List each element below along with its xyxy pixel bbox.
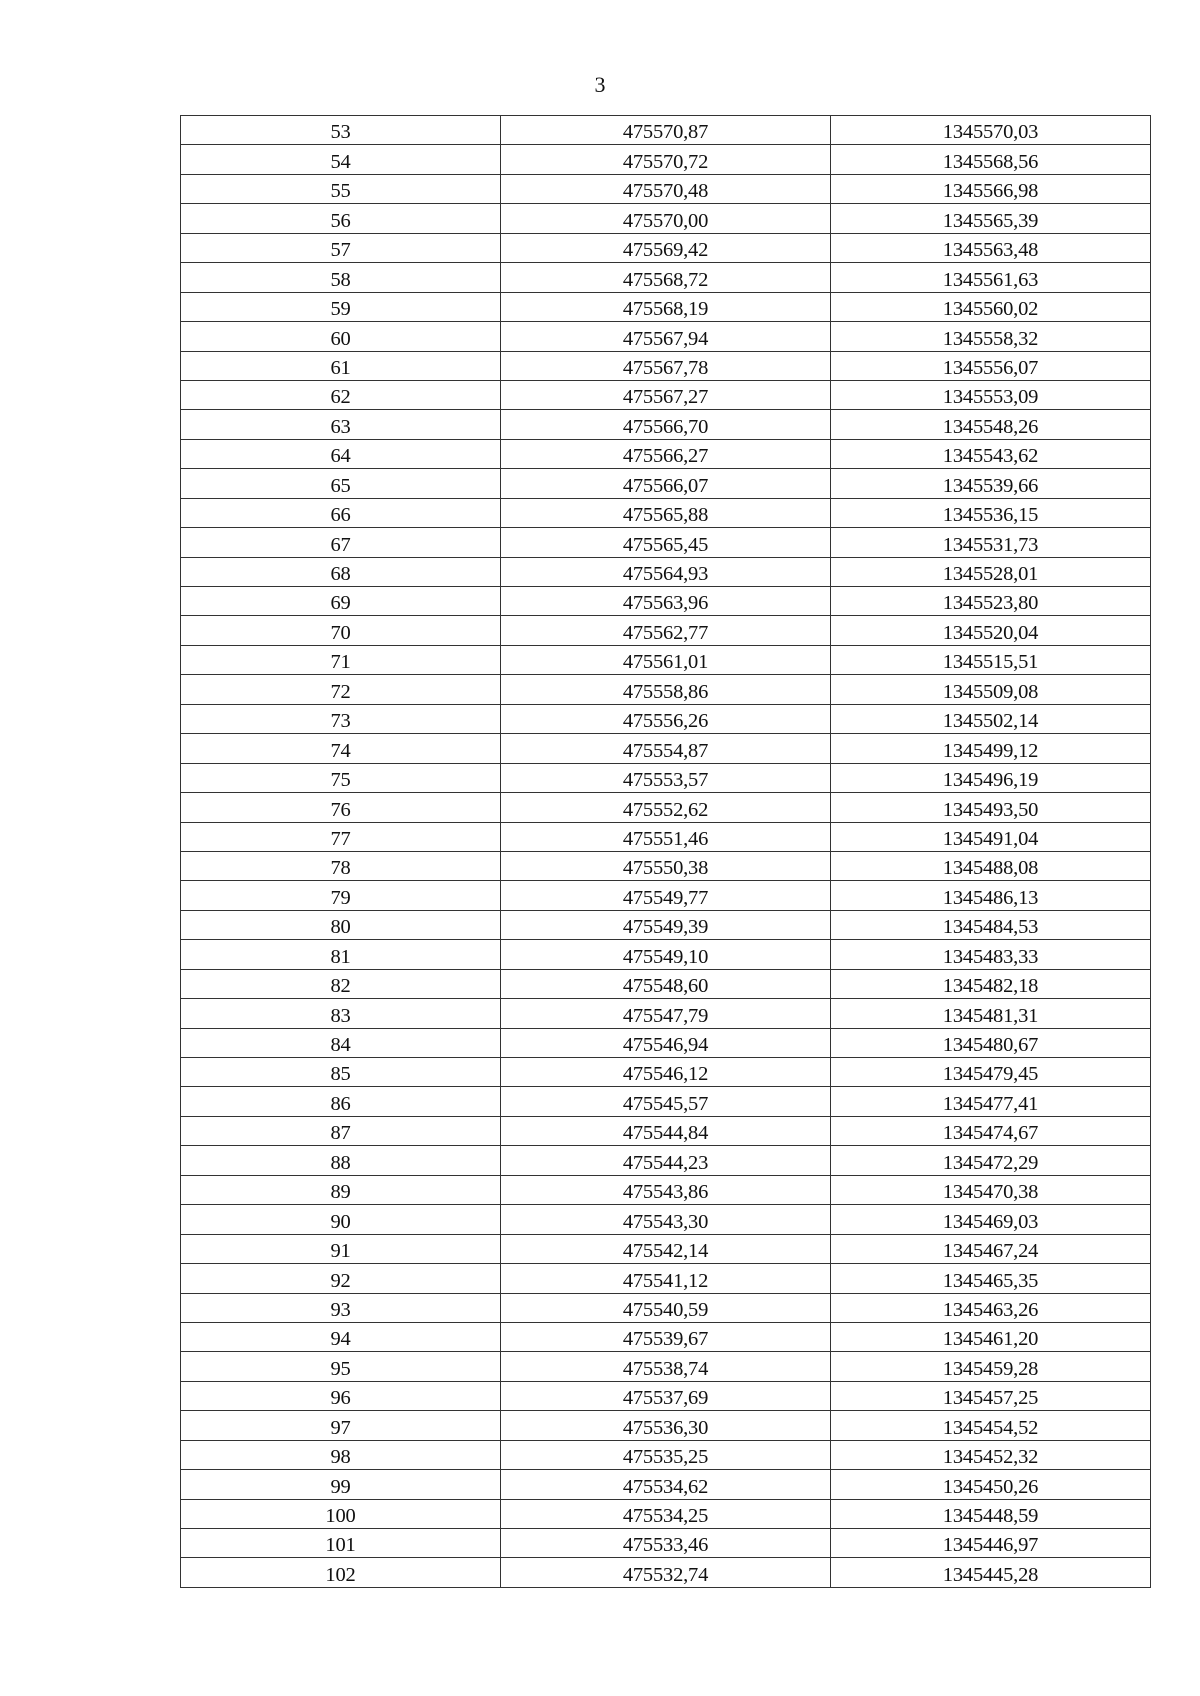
point-number-cell: 75 xyxy=(181,763,501,792)
x-coordinate-cell: 475568,72 xyxy=(501,263,831,292)
x-coordinate-cell: 475554,87 xyxy=(501,734,831,763)
y-coordinate-cell: 1345558,32 xyxy=(831,322,1151,351)
x-coordinate-cell: 475533,46 xyxy=(501,1529,831,1558)
x-coordinate-cell: 475558,86 xyxy=(501,675,831,704)
y-coordinate-cell: 1345493,50 xyxy=(831,793,1151,822)
point-number-cell: 65 xyxy=(181,469,501,498)
table-row xyxy=(181,999,1151,1028)
y-coordinate-cell: 1345566,98 xyxy=(831,174,1151,203)
x-coordinate-cell: 475549,10 xyxy=(501,940,831,969)
y-coordinate-cell: 1345548,26 xyxy=(831,410,1151,439)
table-row xyxy=(181,1440,1151,1469)
y-coordinate-cell: 1345565,39 xyxy=(831,204,1151,233)
point-number-cell: 102 xyxy=(181,1558,501,1587)
y-coordinate-cell: 1345509,08 xyxy=(831,675,1151,704)
y-coordinate-cell: 1345553,09 xyxy=(831,380,1151,409)
point-number-cell: 83 xyxy=(181,999,501,1028)
table-row xyxy=(181,1146,1151,1175)
table-row xyxy=(181,145,1151,174)
point-number-cell: 60 xyxy=(181,322,501,351)
point-number-cell: 88 xyxy=(181,1146,501,1175)
point-number-cell: 92 xyxy=(181,1264,501,1293)
table-row xyxy=(181,1322,1151,1351)
y-coordinate-cell: 1345520,04 xyxy=(831,616,1151,645)
point-number-cell: 99 xyxy=(181,1470,501,1499)
point-number-cell: 71 xyxy=(181,645,501,674)
x-coordinate-cell: 475550,38 xyxy=(501,851,831,880)
table-row xyxy=(181,380,1151,409)
point-number-cell: 79 xyxy=(181,881,501,910)
y-coordinate-cell: 1345463,26 xyxy=(831,1293,1151,1322)
table-row xyxy=(181,822,1151,851)
point-number-cell: 98 xyxy=(181,1440,501,1469)
y-coordinate-cell: 1345470,38 xyxy=(831,1175,1151,1204)
y-coordinate-cell: 1345515,51 xyxy=(831,645,1151,674)
x-coordinate-cell: 475552,62 xyxy=(501,793,831,822)
y-coordinate-cell: 1345484,53 xyxy=(831,910,1151,939)
point-number-cell: 72 xyxy=(181,675,501,704)
table-row xyxy=(181,174,1151,203)
y-coordinate-cell: 1345472,29 xyxy=(831,1146,1151,1175)
table-row xyxy=(181,616,1151,645)
x-coordinate-cell: 475570,00 xyxy=(501,204,831,233)
point-number-cell: 58 xyxy=(181,263,501,292)
table-row xyxy=(181,233,1151,262)
y-coordinate-cell: 1345539,66 xyxy=(831,469,1151,498)
point-number-cell: 86 xyxy=(181,1087,501,1116)
point-number-cell: 93 xyxy=(181,1293,501,1322)
point-number-cell: 73 xyxy=(181,704,501,733)
point-number-cell: 54 xyxy=(181,145,501,174)
y-coordinate-cell: 1345477,41 xyxy=(831,1087,1151,1116)
x-coordinate-cell: 475543,86 xyxy=(501,1175,831,1204)
y-coordinate-cell: 1345454,52 xyxy=(831,1411,1151,1440)
table-row xyxy=(181,116,1151,145)
y-coordinate-cell: 1345445,28 xyxy=(831,1558,1151,1587)
x-coordinate-cell: 475566,70 xyxy=(501,410,831,439)
y-coordinate-cell: 1345570,03 xyxy=(831,116,1151,145)
table-row xyxy=(181,292,1151,321)
table-row xyxy=(181,1087,1151,1116)
x-coordinate-cell: 475570,48 xyxy=(501,174,831,203)
point-number-cell: 69 xyxy=(181,587,501,616)
x-coordinate-cell: 475565,45 xyxy=(501,528,831,557)
x-coordinate-cell: 475535,25 xyxy=(501,1440,831,1469)
table-row xyxy=(181,969,1151,998)
point-number-cell: 57 xyxy=(181,233,501,262)
table-row xyxy=(181,940,1151,969)
y-coordinate-cell: 1345502,14 xyxy=(831,704,1151,733)
point-number-cell: 64 xyxy=(181,439,501,468)
x-coordinate-cell: 475540,59 xyxy=(501,1293,831,1322)
table-row xyxy=(181,1470,1151,1499)
y-coordinate-cell: 1345459,28 xyxy=(831,1352,1151,1381)
table-row xyxy=(181,1381,1151,1410)
table-row xyxy=(181,1558,1151,1587)
x-coordinate-cell: 475567,94 xyxy=(501,322,831,351)
x-coordinate-cell: 475537,69 xyxy=(501,1381,831,1410)
y-coordinate-cell: 1345452,32 xyxy=(831,1440,1151,1469)
x-coordinate-cell: 475532,74 xyxy=(501,1558,831,1587)
point-number-cell: 89 xyxy=(181,1175,501,1204)
x-coordinate-cell: 475545,57 xyxy=(501,1087,831,1116)
y-coordinate-cell: 1345480,67 xyxy=(831,1028,1151,1057)
table-row xyxy=(181,322,1151,351)
table-row xyxy=(181,410,1151,439)
table-row xyxy=(181,793,1151,822)
x-coordinate-cell: 475553,57 xyxy=(501,763,831,792)
point-number-cell: 68 xyxy=(181,557,501,586)
table-row xyxy=(181,675,1151,704)
table-row xyxy=(181,645,1151,674)
point-number-cell: 53 xyxy=(181,116,501,145)
point-number-cell: 77 xyxy=(181,822,501,851)
x-coordinate-cell: 475539,67 xyxy=(501,1322,831,1351)
y-coordinate-cell: 1345479,45 xyxy=(831,1058,1151,1087)
y-coordinate-cell: 1345531,73 xyxy=(831,528,1151,557)
point-number-cell: 67 xyxy=(181,528,501,557)
point-number-cell: 74 xyxy=(181,734,501,763)
point-number-cell: 76 xyxy=(181,793,501,822)
x-coordinate-cell: 475534,25 xyxy=(501,1499,831,1528)
table-row xyxy=(181,704,1151,733)
table-row xyxy=(181,351,1151,380)
y-coordinate-cell: 1345474,67 xyxy=(831,1116,1151,1145)
y-coordinate-cell: 1345457,25 xyxy=(831,1381,1151,1410)
table-row xyxy=(181,1234,1151,1263)
x-coordinate-cell: 475541,12 xyxy=(501,1264,831,1293)
table-row xyxy=(181,1293,1151,1322)
x-coordinate-cell: 475546,94 xyxy=(501,1028,831,1057)
x-coordinate-cell: 475570,72 xyxy=(501,145,831,174)
x-coordinate-cell: 475567,27 xyxy=(501,380,831,409)
x-coordinate-cell: 475562,77 xyxy=(501,616,831,645)
y-coordinate-cell: 1345467,24 xyxy=(831,1234,1151,1263)
y-coordinate-cell: 1345528,01 xyxy=(831,557,1151,586)
point-number-cell: 80 xyxy=(181,910,501,939)
point-number-cell: 59 xyxy=(181,292,501,321)
table-row xyxy=(181,469,1151,498)
y-coordinate-cell: 1345450,26 xyxy=(831,1470,1151,1499)
x-coordinate-cell: 475546,12 xyxy=(501,1058,831,1087)
table-row xyxy=(181,1499,1151,1528)
x-coordinate-cell: 475567,78 xyxy=(501,351,831,380)
x-coordinate-cell: 475566,07 xyxy=(501,469,831,498)
x-coordinate-cell: 475566,27 xyxy=(501,439,831,468)
y-coordinate-cell: 1345556,07 xyxy=(831,351,1151,380)
x-coordinate-cell: 475549,39 xyxy=(501,910,831,939)
x-coordinate-cell: 475542,14 xyxy=(501,1234,831,1263)
table-row xyxy=(181,1264,1151,1293)
table-row xyxy=(181,1058,1151,1087)
x-coordinate-cell: 475548,60 xyxy=(501,969,831,998)
table-row xyxy=(181,557,1151,586)
x-coordinate-cell: 475536,30 xyxy=(501,1411,831,1440)
point-number-cell: 85 xyxy=(181,1058,501,1087)
y-coordinate-cell: 1345536,15 xyxy=(831,498,1151,527)
x-coordinate-cell: 475544,84 xyxy=(501,1116,831,1145)
point-number-cell: 61 xyxy=(181,351,501,380)
point-number-cell: 78 xyxy=(181,851,501,880)
x-coordinate-cell: 475551,46 xyxy=(501,822,831,851)
point-number-cell: 90 xyxy=(181,1205,501,1234)
y-coordinate-cell: 1345465,35 xyxy=(831,1264,1151,1293)
x-coordinate-cell: 475564,93 xyxy=(501,557,831,586)
table-row xyxy=(181,587,1151,616)
point-number-cell: 96 xyxy=(181,1381,501,1410)
x-coordinate-cell: 475563,96 xyxy=(501,587,831,616)
point-number-cell: 91 xyxy=(181,1234,501,1263)
point-number-cell: 84 xyxy=(181,1028,501,1057)
point-number-cell: 66 xyxy=(181,498,501,527)
x-coordinate-cell: 475561,01 xyxy=(501,645,831,674)
point-number-cell: 63 xyxy=(181,410,501,439)
table-row xyxy=(181,734,1151,763)
y-coordinate-cell: 1345561,63 xyxy=(831,263,1151,292)
x-coordinate-cell: 475547,79 xyxy=(501,999,831,1028)
y-coordinate-cell: 1345469,03 xyxy=(831,1205,1151,1234)
table-row xyxy=(181,1352,1151,1381)
point-number-cell: 82 xyxy=(181,969,501,998)
point-number-cell: 94 xyxy=(181,1322,501,1351)
y-coordinate-cell: 1345461,20 xyxy=(831,1322,1151,1351)
y-coordinate-cell: 1345446,97 xyxy=(831,1529,1151,1558)
x-coordinate-cell: 475569,42 xyxy=(501,233,831,262)
table-row xyxy=(181,498,1151,527)
y-coordinate-cell: 1345448,59 xyxy=(831,1499,1151,1528)
y-coordinate-cell: 1345482,18 xyxy=(831,969,1151,998)
x-coordinate-cell: 475549,77 xyxy=(501,881,831,910)
point-number-cell: 97 xyxy=(181,1411,501,1440)
coordinates-table-body xyxy=(181,116,1151,1588)
x-coordinate-cell: 475570,87 xyxy=(501,116,831,145)
x-coordinate-cell: 475538,74 xyxy=(501,1352,831,1381)
y-coordinate-cell: 1345568,56 xyxy=(831,145,1151,174)
y-coordinate-cell: 1345481,31 xyxy=(831,999,1151,1028)
table-row xyxy=(181,851,1151,880)
table-row xyxy=(181,263,1151,292)
y-coordinate-cell: 1345523,80 xyxy=(831,587,1151,616)
x-coordinate-cell: 475565,88 xyxy=(501,498,831,527)
point-number-cell: 55 xyxy=(181,174,501,203)
table-row xyxy=(181,881,1151,910)
table-row xyxy=(181,1205,1151,1234)
point-number-cell: 62 xyxy=(181,380,501,409)
table-row xyxy=(181,1175,1151,1204)
y-coordinate-cell: 1345483,33 xyxy=(831,940,1151,969)
point-number-cell: 100 xyxy=(181,1499,501,1528)
y-coordinate-cell: 1345488,08 xyxy=(831,851,1151,880)
x-coordinate-cell: 475544,23 xyxy=(501,1146,831,1175)
y-coordinate-cell: 1345496,19 xyxy=(831,763,1151,792)
y-coordinate-cell: 1345560,02 xyxy=(831,292,1151,321)
x-coordinate-cell: 475556,26 xyxy=(501,704,831,733)
coordinates-table xyxy=(180,115,1151,1588)
table-row xyxy=(181,528,1151,557)
x-coordinate-cell: 475568,19 xyxy=(501,292,831,321)
page-number: 3 xyxy=(594,72,606,97)
y-coordinate-cell: 1345491,04 xyxy=(831,822,1151,851)
table-row xyxy=(181,1529,1151,1558)
point-number-cell: 81 xyxy=(181,940,501,969)
table-row xyxy=(181,1411,1151,1440)
point-number-cell: 56 xyxy=(181,204,501,233)
point-number-cell: 101 xyxy=(181,1529,501,1558)
x-coordinate-cell: 475543,30 xyxy=(501,1205,831,1234)
point-number-cell: 87 xyxy=(181,1116,501,1145)
y-coordinate-cell: 1345543,62 xyxy=(831,439,1151,468)
table-row xyxy=(181,763,1151,792)
table-row xyxy=(181,1028,1151,1057)
x-coordinate-cell: 475534,62 xyxy=(501,1470,831,1499)
table-row xyxy=(181,1116,1151,1145)
point-number-cell: 70 xyxy=(181,616,501,645)
y-coordinate-cell: 1345486,13 xyxy=(831,881,1151,910)
table-row xyxy=(181,910,1151,939)
table-row xyxy=(181,439,1151,468)
table-row xyxy=(181,204,1151,233)
y-coordinate-cell: 1345563,48 xyxy=(831,233,1151,262)
y-coordinate-cell: 1345499,12 xyxy=(831,734,1151,763)
point-number-cell: 95 xyxy=(181,1352,501,1381)
